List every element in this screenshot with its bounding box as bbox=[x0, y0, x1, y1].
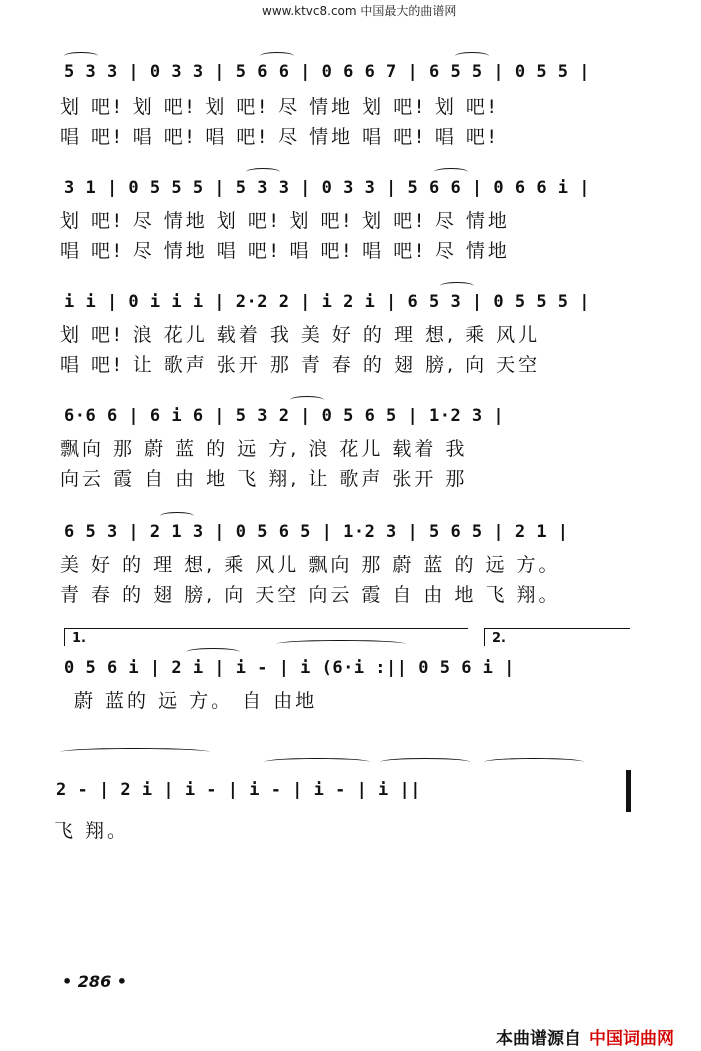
lyric-line: 飘向 那 蔚 蓝 的 远 方, 浪 花儿 载着 我 bbox=[60, 438, 468, 460]
notation-line: 3 1 | 0 5 5 5 | 5 3 3 | 0 3 3 | 5 6 6 | 0 6 6 i | bbox=[64, 178, 591, 198]
notation-line: 6 5 3 | 2 1 3 | 0 5 6 5 | 1·2 3 | 5 6 5 | 2 1 | bbox=[64, 522, 569, 542]
lyric-line: 划 吧! 尽 情地 划 吧! 划 吧! 划 吧! 尽 情地 bbox=[60, 210, 510, 232]
slur-mark bbox=[434, 168, 468, 176]
slur-mark bbox=[60, 748, 210, 756]
notation-line: 2 - | 2 i | i - | i - | i - | i || bbox=[56, 780, 421, 800]
volta-bracket-1 bbox=[64, 628, 468, 629]
footer-site-link[interactable]: 中国词曲网 bbox=[589, 1029, 674, 1049]
notation-line: 6·6 6 | 6 i 6 | 5 3 2 | 0 5 6 5 | 1·2 3 | bbox=[64, 406, 505, 426]
lyric-line: 划 吧! 浪 花儿 载着 我 美 好 的 理 想, 乘 风儿 bbox=[60, 324, 541, 346]
lyric-line: 划 吧! 划 吧! 划 吧! 尽 情地 划 吧! 划 吧! bbox=[60, 96, 499, 118]
slur-mark bbox=[246, 168, 280, 176]
notation-line: 5 3 3 | 0 3 3 | 5 6 6 | 0 6 6 7 | 6 5 5 | 0 5 5 | bbox=[64, 62, 591, 82]
slur-mark bbox=[160, 512, 194, 520]
lyric-line: 美 好 的 理 想, 乘 风儿 飘向 那 蔚 蓝 的 远 方。 bbox=[60, 554, 561, 576]
lyric-line: 唱 吧! 让 歌声 张开 那 青 春 的 翅 膀, 向 天空 bbox=[60, 354, 541, 376]
volta-1-label: 1. bbox=[72, 631, 86, 646]
page-number: • 286 • bbox=[62, 972, 127, 991]
lyric-line: 飞 翔。 bbox=[54, 820, 130, 842]
source-footer bbox=[496, 1024, 674, 1049]
notation-line: i i | 0 i i i | 2·2 2 | i 2 i | 6 5 3 | 0 5 5 5 | bbox=[64, 292, 591, 312]
lyric-line: 青 春 的 翅 膀, 向 天空 向云 霞 自 由 地 飞 翔。 bbox=[60, 584, 561, 606]
slur-mark bbox=[290, 396, 324, 404]
slur-mark bbox=[186, 648, 240, 656]
slur-mark bbox=[380, 758, 470, 766]
lyric-line: 唱 吧! 唱 吧! 唱 吧! 尽 情地 唱 吧! 唱 吧! bbox=[60, 126, 499, 148]
notation-line: 0 5 6 i | 2 i | i - | i (6·i :|| 0 5 6 i | bbox=[64, 658, 515, 678]
slur-mark bbox=[455, 52, 489, 60]
lyric-line: 唱 吧! 尽 情地 唱 吧! 唱 吧! 唱 吧! 尽 情地 bbox=[60, 240, 510, 262]
lyric-line: 向云 霞 自 由 地 飞 翔, 让 歌声 张开 那 bbox=[60, 468, 468, 490]
slur-mark bbox=[260, 52, 294, 60]
slur-mark bbox=[484, 758, 584, 766]
slur-mark bbox=[264, 758, 370, 766]
site-header: www.ktvc8.com 中国最大的曲谱网 bbox=[262, 4, 457, 18]
volta-2-label: 2. bbox=[492, 631, 506, 646]
slur-mark bbox=[440, 282, 474, 290]
slur-mark bbox=[64, 52, 98, 60]
volta-bracket-1-end bbox=[64, 628, 65, 646]
volta-bracket-2-end bbox=[484, 628, 485, 646]
lyric-line: 蔚 蓝的 远 方。 自 由地 bbox=[74, 690, 318, 712]
slur-mark bbox=[276, 640, 406, 648]
final-barline bbox=[626, 770, 631, 812]
footer-label: 本曲谱源自 bbox=[496, 1029, 581, 1049]
volta-bracket-2 bbox=[484, 628, 630, 629]
